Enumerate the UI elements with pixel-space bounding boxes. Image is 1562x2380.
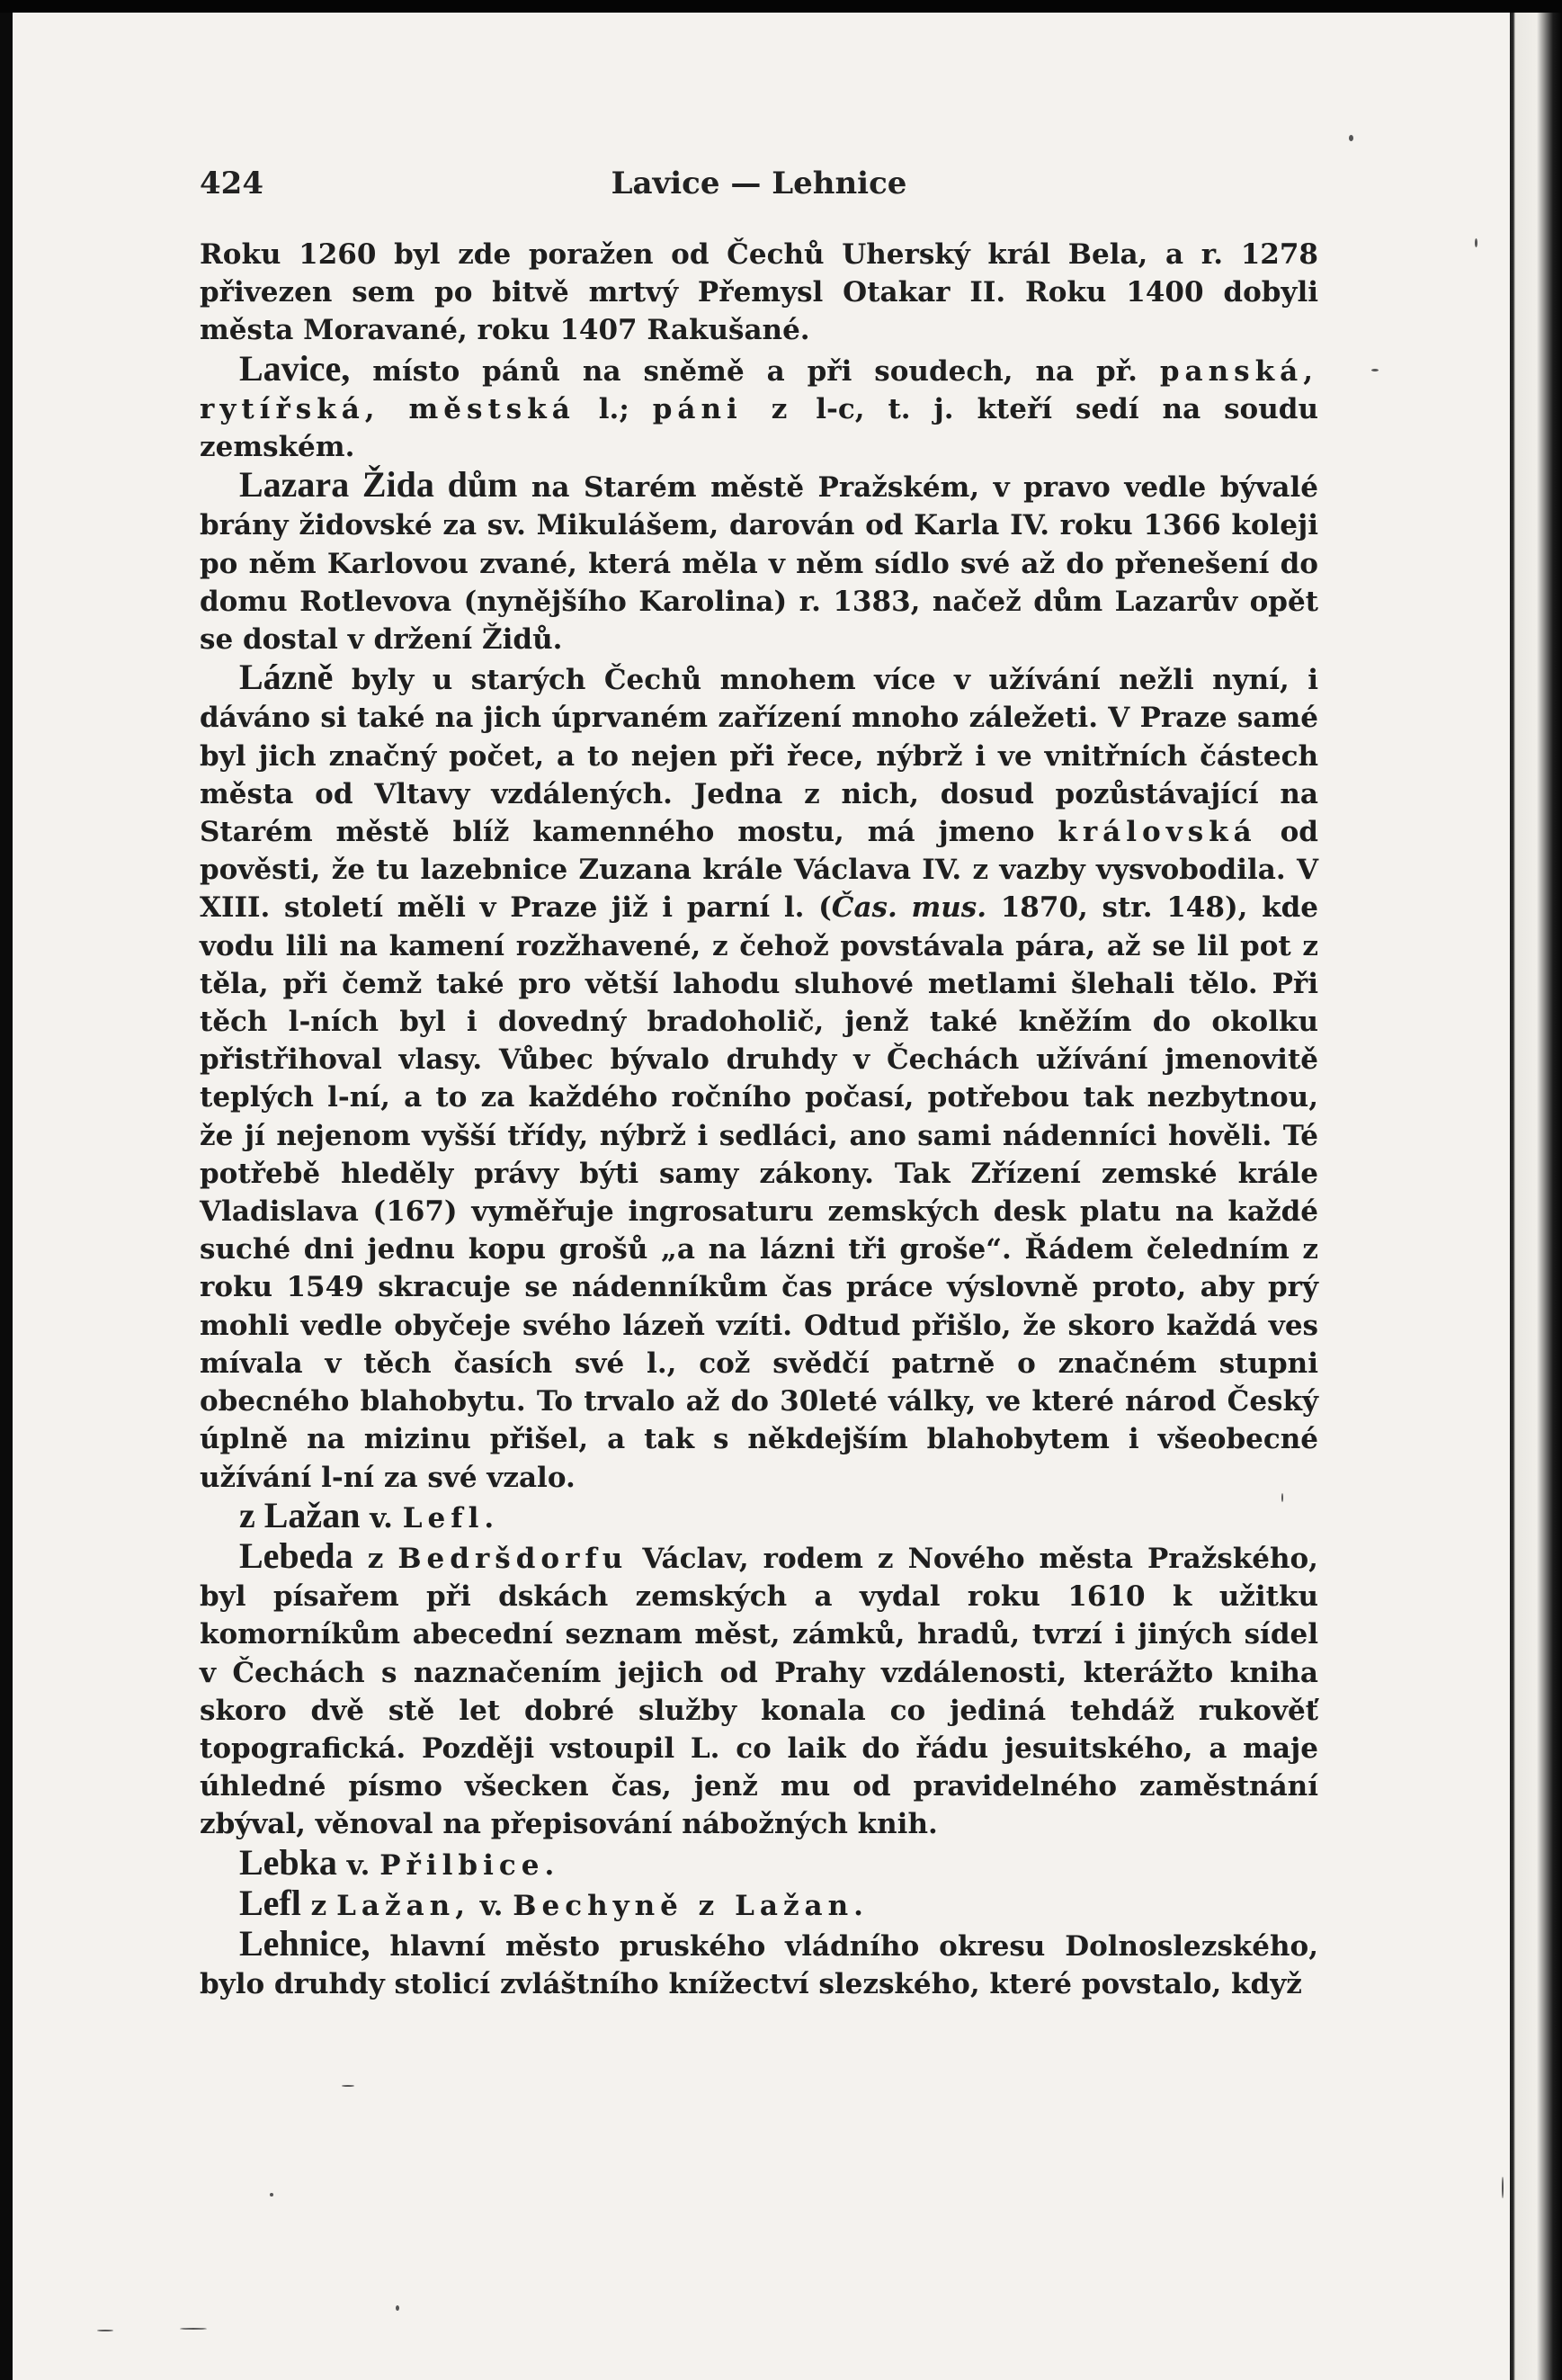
entry-text: byly u starých Čechů mnohem více v užívání nežli nyní, i dáváno si také na jich úprvaném zařízení mnoho záležeti. V Praze samé byl jich značný počet, a to nejen při řece, nýbrž i ve vnitřních částech města od Vltavy vzdálených. Jedna z nich, dosud pozůstávající na Starém městě blíž kamenného mostu, má jmeno bbox=[200, 664, 1318, 849]
page-number: 424 bbox=[200, 166, 263, 201]
entry-lehnice bbox=[200, 1922, 1318, 2003]
entry-text: místo pánů na sněmě a při soudech, na př. bbox=[350, 354, 1160, 388]
entry-lebka bbox=[200, 1841, 1318, 1884]
scan-speck bbox=[97, 2330, 113, 2331]
entry-lefl bbox=[200, 1884, 1318, 1925]
scan-speck bbox=[1281, 1493, 1283, 1502]
entry-headword: Lebka bbox=[239, 1841, 337, 1883]
entry-spaced-text: Lažan, bbox=[336, 1889, 470, 1922]
entry-headword: Lebeda bbox=[239, 1534, 353, 1576]
entry-text: v. bbox=[360, 1501, 403, 1534]
page-header bbox=[200, 166, 1318, 205]
scan-border bbox=[0, 0, 1562, 13]
scan-speck bbox=[270, 2193, 273, 2197]
entry-continuation bbox=[200, 236, 1318, 350]
running-head: Lavice — Lehnice bbox=[611, 166, 907, 201]
entry-text: l-c, t. j. kteří sedí na soudu zemském. bbox=[200, 392, 1318, 464]
entry-lebeda bbox=[200, 1534, 1318, 1844]
scan-speck bbox=[1502, 2177, 1504, 2198]
entry-lazne bbox=[200, 658, 1318, 1496]
scan-speck bbox=[1371, 369, 1379, 371]
entry-headword: Lehnice, bbox=[239, 1922, 370, 1964]
entry-spaced-text: Bechyně z Lažan. bbox=[513, 1889, 869, 1922]
body-text bbox=[200, 236, 1318, 2003]
scan-speck bbox=[1475, 238, 1477, 247]
entry-headword: Lavice, bbox=[239, 347, 351, 389]
scan-speck bbox=[180, 2328, 207, 2330]
scan-speck bbox=[1349, 135, 1353, 141]
citation-italic: Čas. mus. bbox=[831, 891, 987, 925]
entry-z-lazan bbox=[200, 1494, 1318, 1537]
entry-headword: Lefl bbox=[239, 1882, 301, 1923]
entry-headword: Lázně bbox=[239, 657, 334, 698]
scan-speck bbox=[396, 2305, 399, 2311]
entry-text: od pověsti, že tu lazebnice Zuzana krále Václava IV. z vazby vysvobodila. V XIII. století měli v Praze již i parní l. ( bbox=[200, 816, 1318, 925]
entry-text: 1870, str. 148), kde vodu lili na kamení rozžhavené, z čehož povstávala pára, až se lil pot z těla, při čemž také pro větší lahodu sluhové metlami šlehali tělo. Při těch l-ních byl i dovedný bradoholič, jenž také kněžím do okolku přistřihoval vlasy. Vůbec bývalo druhdy v Čechách užívání jmenovitě teplých l-ní, a to za každého ročního počasí, potřebou tak nezbytnou, že jí nejenom vyšší třídy, nýbrž i sedláci, ano sami nádenníci hověli. Té potřebě hleděly právy býti samy zákony. Tak Zřízení zemské krále Vladislava (167) vyměřuje ingrosaturu zemských desk platu na každé suché dni jednu kopu grošů „a na lázni tři groše“. Řádem čeledním z roku 1549 skracuje se nádenníkům čas práce výslovně proto, aby prý mohli vedle obyčeje svého lázeň vzíti. Odtud přišlo, že skoro každá ves mívala v těch časích své l., což svědčí patrně o značném stupni obecného blahobytu. To trvalo až do 30leté války, ve které národ Český úplně na mizinu přišel, a tak s někdejším blahobytem i všeobecné užívání l-ní za své vzalo. bbox=[200, 891, 1318, 1494]
entry-text: z bbox=[300, 1889, 337, 1922]
entry-spaced-text: panská, rytířská, městská bbox=[200, 354, 1318, 425]
entry-headword: z Lažan bbox=[239, 1494, 361, 1535]
entry-spaced-text: páni z bbox=[652, 392, 793, 425]
entry-text: l.; bbox=[575, 392, 653, 425]
entry-text: Roku 1260 byl zde poražen od Čechů Uherský král Bela, a r. 1278 přivezen sem po bitvě mrtvý Přemysl Otakar II. Roku 1400 dobyli města Moravané, roku 1407 Rakušané. bbox=[200, 238, 1318, 347]
next-page-edge bbox=[1510, 13, 1562, 2380]
entry-spaced-text: Přilbice. bbox=[379, 1848, 560, 1882]
entry-headword: Lazara Žida dům bbox=[239, 464, 518, 506]
entry-text: hlavní město pruského vládního okresu Dolnoslezského, bylo druhdy stolicí zvláštního knížectví slezského, které povstalo, když bbox=[200, 1929, 1318, 2001]
entry-text: v. bbox=[469, 1889, 513, 1922]
entry-text: v. bbox=[336, 1848, 380, 1882]
entry-text: z bbox=[353, 1542, 398, 1575]
entry-text: Václav, rodem z Nového města Pražského, byl písařem při dskách zemských a vydal roku 1610 k užitku komorníkům abecední seznam měst, zámků, hradů, tvrzí i jiných sídel v Čechách s naznačením jejich od Prahy vzdálenosti, kterážto kniha skoro dvě stě let dobré služby konala co jediná tehdáž rukověť topografická. Později vstoupil L. co laik do řádu jesuitského, a maje úhledné písmo všecken čas, jenž mu od pravidelného zaměstnání zbýval, věnoval na přepisování nábožných knih. bbox=[200, 1542, 1318, 1841]
entry-lazara-zida-dum bbox=[200, 466, 1318, 658]
entry-spaced-text: královská bbox=[1058, 816, 1257, 849]
entry-spaced-text: Lefl. bbox=[402, 1501, 500, 1534]
entry-spaced-text: Bedršdorfu bbox=[397, 1542, 629, 1575]
scan-speck bbox=[342, 2085, 354, 2087]
entry-text: na Starém městě Pražském, v pravo vedle bývalé brány židovské za sv. Mikulášem, darován od Karla IV. roku 1366 koleji po něm Karlovou zvané, která měla v něm sídlo své až do přenešení do domu Rotlevova (nynějšího Karolina) r. 1383, načež dům Lazarův opět se dostal v držení Židů. bbox=[200, 471, 1318, 657]
entry-lavice bbox=[200, 347, 1318, 467]
